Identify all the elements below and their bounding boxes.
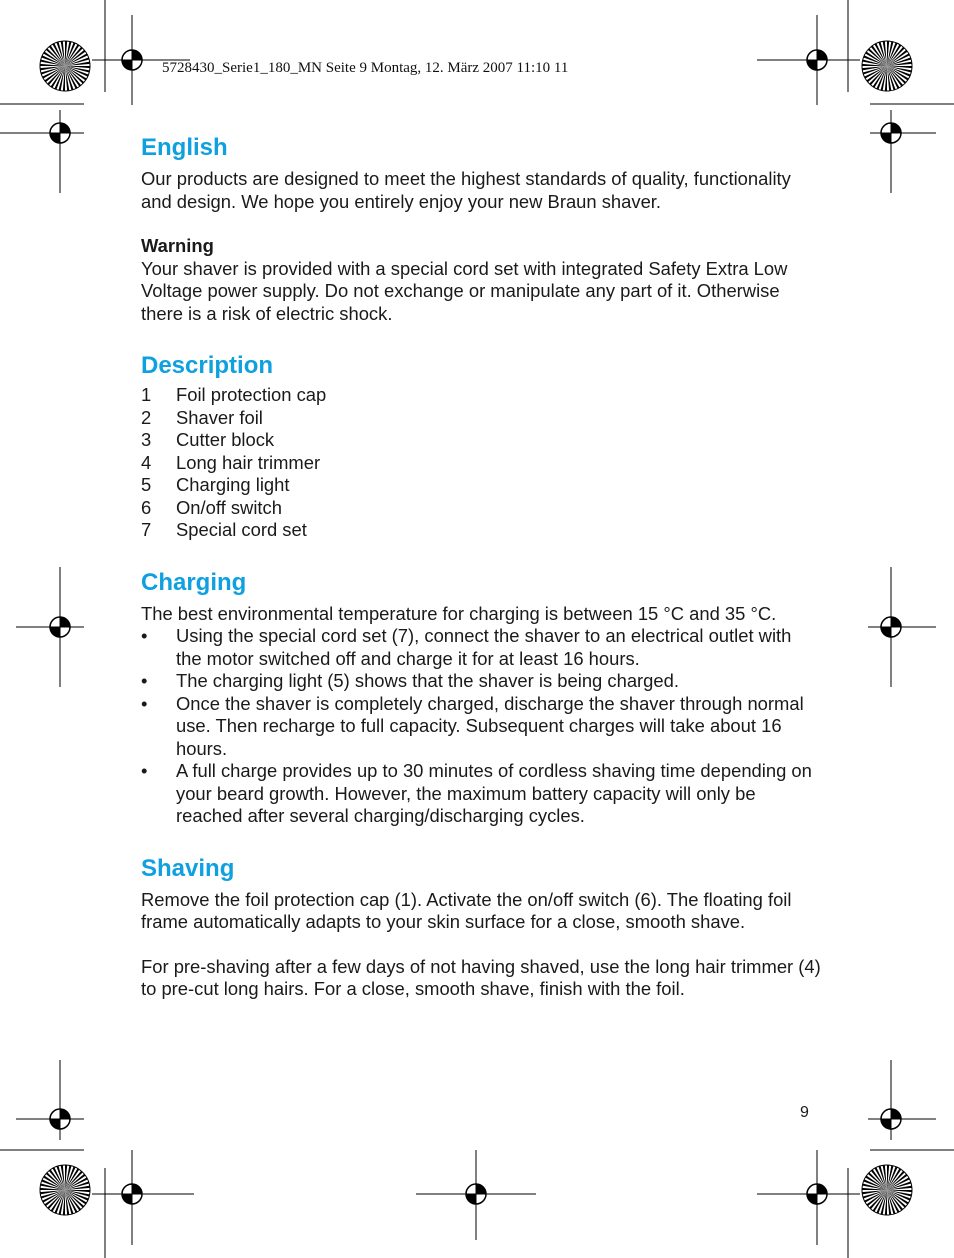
item-text: On/off switch — [176, 496, 282, 518]
section-description — [141, 349, 821, 542]
star-target-icon — [40, 1165, 90, 1215]
heading-description: Description — [141, 352, 274, 379]
star-target-icon — [862, 41, 912, 91]
item-number: 1 — [141, 384, 152, 405]
list-item — [141, 760, 821, 828]
list-item — [141, 407, 821, 430]
bullet-text: The charging light (5) shows that the shaver is being charged. — [176, 670, 679, 691]
bullet-text: Using the special cord set (7), connect the shaver to an electrical outlet with the motor switched off and charge it for at least 16 hours. — [176, 625, 792, 669]
item-number: 4 — [141, 451, 152, 473]
star-target-icon — [40, 41, 90, 91]
bullet-text: Once the shaver is completely charged, discharge the shaver through normal use. Then recharge to full capacity. Subsequent charges will take about 16 hours. — [176, 692, 804, 759]
warning-paragraph: Your shaver is provided with a special cord set with integrated Safety Extra Low Voltage power supply. Do not exchange or manipulate any part of it. Otherwise there is a risk of electric shock. — [141, 257, 788, 324]
item-number: 5 — [141, 474, 152, 495]
charging-bullets — [141, 625, 821, 828]
parts-list — [141, 384, 821, 542]
section-shaving — [141, 852, 821, 1001]
page-content — [141, 131, 821, 1001]
item-text: Shaver foil — [176, 406, 263, 428]
bullet: • — [141, 760, 148, 781]
item-number: 6 — [141, 496, 152, 518]
item-number: 2 — [141, 406, 152, 428]
item-text: Long hair trimmer — [176, 451, 321, 473]
item-text: Foil protection cap — [176, 384, 327, 405]
item-text: Special cord set — [176, 519, 307, 540]
warning-title: Warning — [141, 235, 214, 256]
bullet: • — [141, 692, 148, 714]
list-item — [141, 497, 821, 520]
list-item — [141, 452, 821, 475]
charging-intro: The best environmental temperature for charging is between 15 °C and 35 °C. — [141, 602, 777, 624]
item-number: 7 — [141, 519, 152, 540]
heading-shaving: Shaving — [141, 854, 235, 882]
heading-english: English — [141, 134, 228, 161]
page-number: 9 — [800, 1104, 809, 1121]
item-text: Cutter block — [176, 429, 275, 450]
section-charging — [141, 566, 821, 828]
item-text: Charging light — [176, 474, 290, 495]
list-item — [141, 519, 821, 542]
list-item — [141, 693, 821, 761]
list-item — [141, 625, 821, 670]
heading-charging: Charging — [141, 568, 247, 596]
list-item — [141, 384, 821, 407]
list-item — [141, 429, 821, 452]
star-target-icon — [862, 1165, 912, 1215]
shaving-paragraph-2: For pre-shaving after a few days of not having shaved, use the long hair trimmer (4) to pre-cut long hairs. For a close, smooth shave, finish with the foil. — [141, 955, 821, 999]
bullet: • — [141, 625, 148, 646]
print-slug: 5728430_Serie1_180_MN Seite 9 Montag, 12. März 2007 11:10 11 — [162, 60, 569, 76]
list-item — [141, 474, 821, 497]
bullet-text: A full charge provides up to 30 minutes of cordless shaving time depending on your beard growth. However, the maximum battery capacity will only be reached after several charging/discharging cycles. — [176, 760, 812, 826]
shaving-paragraph-1: Remove the foil protection cap (1). Activate the on/off switch (6). The floating foil frame automatically adapts to your skin surface for a close, smooth shave. — [141, 888, 792, 932]
bullet: • — [141, 670, 148, 691]
item-number: 3 — [141, 429, 152, 450]
intro-paragraph: Our products are designed to meet the highest standards of quality, functionality and design. We hope you entirely enjoy your new Braun shaver. — [141, 168, 791, 212]
list-item — [141, 670, 821, 693]
section-english — [141, 131, 821, 325]
